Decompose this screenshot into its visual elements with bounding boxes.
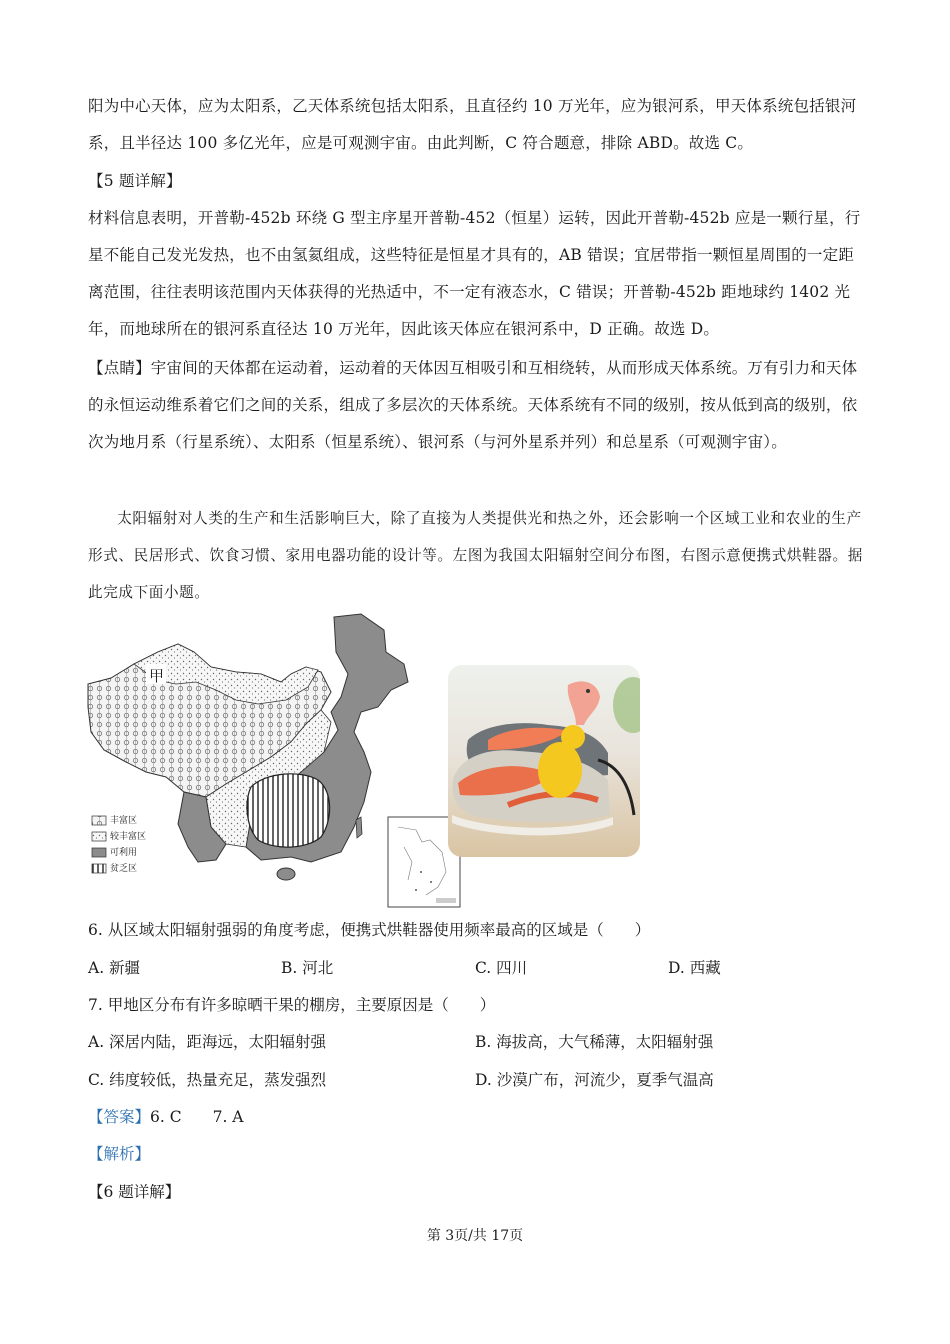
region-jia-label: 甲 <box>149 667 165 685</box>
heading-q6-detail: 【6 题详解】 <box>88 1183 181 1201</box>
shoe-dryer-photo <box>448 665 640 857</box>
analysis-label: 【解析】 <box>88 1145 151 1163</box>
answer-value: 6. C 7. A <box>150 1108 244 1126</box>
legend-usable: 可利用 <box>110 848 138 858</box>
q6-option-d[interactable]: D. 西藏 <box>668 959 721 977</box>
solar-radiation-map <box>86 612 466 912</box>
heading-q5-detail: 【5 题详解】 <box>88 172 182 190</box>
paragraph-q5-detail: 材料信息表明，开普勒-452b 环绕 G 型主序星开普勒-452（恒星）运转，因此开普勒-452b 应是一颗行星，行星不能自己发光发热，也不由氢氦组成，这些特征是恒星才具有的，AB 错误；宜居带指一颗恒星周围的一定距离范围，往往表明该范围内天体获得的光热适中，不一定有液态水，C 错误；开普勒-452b 距地球约 1402 光年，而地球所在的银河系直径达 10 万光年，因此该天体应在银河系中，D 正确。故选 D。 <box>88 209 861 338</box>
answer-line <box>88 1107 244 1127</box>
q7-option-c[interactable]: C. 纬度较低，热量充足，蒸发强烈 <box>88 1071 327 1089</box>
paragraph-intro-continuation: 阳为中心天体，应为太阳系，乙天体系统包括太阳系，且直径约 10 万光年，应为银河系，甲天体系统包括银河系，且半径达 100 多亿光年，应是可观测宇宙。由此判断，C 符合题意，排除 ABD。故选 C。 <box>88 97 857 152</box>
legend-poor: 贫乏区 <box>110 864 138 874</box>
legend-rich: 丰富区 <box>110 816 138 826</box>
paragraph-material-intro: 太阳辐射对人类的生产和生活影响巨大，除了直接为人类提供光和热之外，还会影响一个区域工业和农业的生产形式、民居形式、饮食习惯、家用电器功能的设计等。左图为我国太阳辐射空间分布图，右图示意便携式烘鞋器。据此完成下面小题。 <box>88 510 863 601</box>
answer-label: 【答案】 <box>88 1108 151 1126</box>
q7-option-d[interactable]: D. 沙漠广布，河流少，夏季气温高 <box>475 1071 714 1089</box>
question-7: 7. 甲地区分布有许多晾晒干果的棚房，主要原因是（ ） <box>88 996 496 1014</box>
q6-option-c[interactable]: C. 四川 <box>475 959 528 977</box>
q7-option-b[interactable]: B. 海拔高，大气稀薄，太阳辐射强 <box>475 1033 714 1051</box>
paragraph-tip: 【点睛】宇宙间的天体都在运动着，运动着的天体因互相吸引和互相绕转，从而形成天体系统。万有引力和天体的永恒运动维系着它们之间的关系，组成了多层次的天体系统。天体系统有不同的级别，按从低到高的级别，依次为地月系（行星系统）、太阳系（恒星系统）、银河系（与河外星系并列）和总星系（可观测宇宙）。 <box>88 359 858 451</box>
page-footer: 第 3页/共 17页 <box>426 1228 524 1244</box>
q7-option-a[interactable]: A. 深居内陆，距海远，太阳辐射强 <box>88 1033 327 1051</box>
legend-moderately-rich: 较丰富区 <box>110 832 147 842</box>
q6-option-b[interactable]: B. 河北 <box>281 959 334 977</box>
q6-option-a[interactable]: A. 新疆 <box>88 959 141 977</box>
question-6: 6. 从区域太阳辐射强弱的角度考虑，便携式烘鞋器使用频率最高的区域是（ ） <box>88 921 651 939</box>
